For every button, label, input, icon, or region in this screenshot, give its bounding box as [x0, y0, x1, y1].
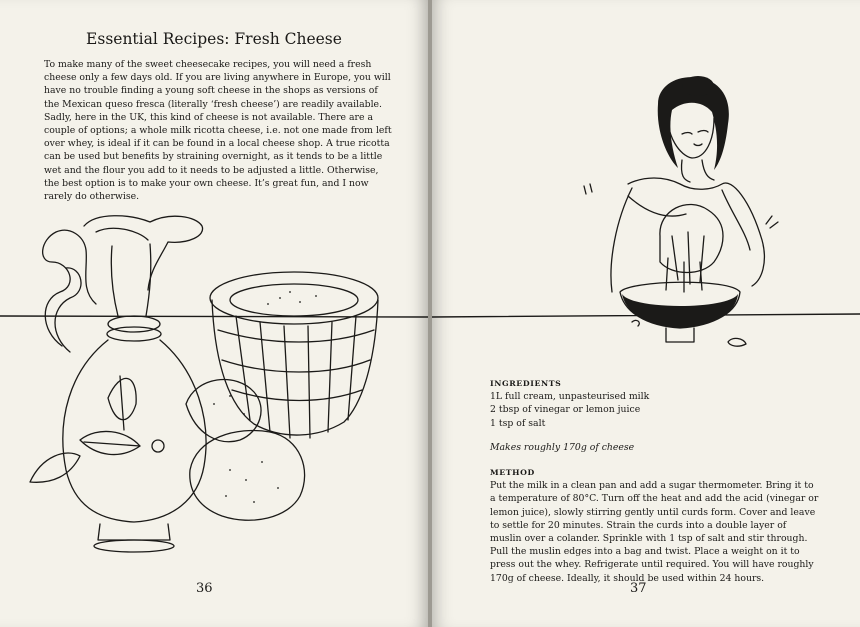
- method-section: [490, 466, 820, 585]
- jug-basket-lemons-illustration: [0, 0, 428, 560]
- woman-straining-cheese-illustration: [432, 0, 860, 360]
- left-page: [0, 0, 428, 627]
- ingredients-heading: INGREDIENTS: [490, 379, 562, 388]
- right-page: [432, 0, 860, 627]
- intro-paragraph: To make many of the sweet cheesecake recipes, you will need a fresh cheese only a few days old. If you are living anywhere in Europe, you will have no trouble finding a young soft cheese in the shops as versions of the Mexican queso fresca (literally ‘fresh cheese’) are readily available. Sadly, here in the UK, this kind of cheese is not available. There are a couple of options; a whole milk ricotta cheese, i.e. not one made from left over whey, is ideal if it can be found in a local cheese shop. A true ricotta can be used but benefits by straining overnight, as it tends to be a little wet and the flour you add to it needs to be adjusted a little. Otherwise, the best option is to make your own cheese. It’s great fun, and I now rarely do otherwise.: [44, 59, 392, 203]
- page-number-right: 37: [630, 581, 647, 596]
- ingredients-section: [490, 377, 820, 430]
- page-number-left: 36: [196, 581, 213, 596]
- yield-note: Makes roughly 170g of cheese: [490, 442, 635, 453]
- ingredient-item: 1 tsp of salt: [490, 417, 546, 429]
- method-heading: METHOD: [490, 468, 535, 477]
- page-title: Essential Recipes: Fresh Cheese: [86, 30, 342, 48]
- method-text: Put the milk in a clean pan and add a sugar thermometer. Bring it to a temperature of 80°C. Turn off the heat and add the acid (vinegar or lemon juice), slowly stirring gently until curds form. Cover and leave to settle for 20 minutes. Strain the curds into a double layer of muslin over a colander. Sprinkle with 1 tsp of salt and stir through. Pull the muslin edges into a bag and twist. Place a weight on it to press out the whey. Refrigerate until required. You will have roughly 170g of cheese. Ideally, it should be used within 24 hours.: [490, 480, 819, 584]
- ingredient-item: 2 tbsp of vinegar or lemon juice: [490, 404, 641, 416]
- ingredient-item: 1L full cream, unpasteurised milk: [490, 391, 650, 403]
